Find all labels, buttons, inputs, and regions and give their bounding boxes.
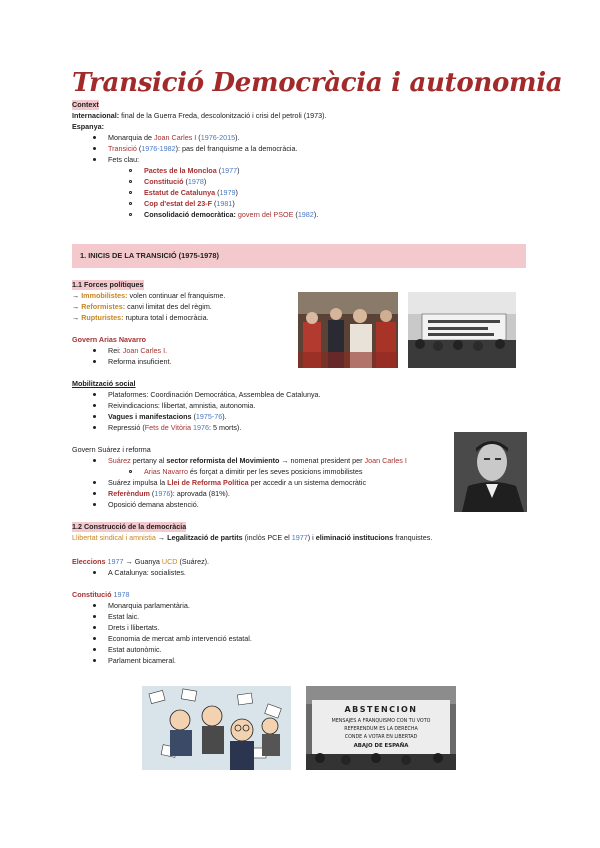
photo-cartoon [142,686,291,770]
mob-repression-year: 1976 [190,423,209,432]
arias-heading: Govern Arias Navarro [72,335,147,344]
elections-post: (Suárez). [177,557,210,566]
referendum-line [108,489,230,499]
consolidation-suffix: ). [313,210,319,219]
photo-suarez-portrait [454,432,527,512]
arrow: → [72,291,82,300]
legalization: Legalització de partits [167,533,243,542]
mob-repression-event: Fets de Vitòria [144,423,191,432]
abstention-illustration [306,686,456,770]
fact-label: Pactes de la Moncloa [144,166,217,175]
fact-item: Estatut de Catalunya (1979) [144,188,238,197]
photo-protest-banner [408,292,516,368]
legalization-post: ) i [307,533,316,542]
bullet [93,604,96,607]
banner-line: REFERENDUM ES LA DERECHA [344,727,418,732]
monarchy-years: 1976-2015 [200,133,236,142]
arias-king: Joan Carles I. [122,346,168,355]
portrait-illustration [454,432,527,512]
bullet [93,503,96,506]
international-label: Internacional: [72,111,120,120]
bullet [93,360,96,363]
fact-suffix: ) [203,177,207,186]
force-label: Reformistes: [81,302,126,311]
legalization-year: 1977 [291,533,308,542]
bullet [93,415,96,418]
fact-item: Constitució (1978) [144,177,207,186]
spain-label: Espanya: [72,122,104,131]
bullet [93,571,96,574]
bullet [93,659,96,662]
elimination-post: franquistes. [393,533,433,542]
arias-forced: és forçat a dimitir per les seves posicions immobilistes [187,467,363,476]
mob-platforms: Plataformes: Coordinación Democrática, Assemblea de Catalunya. [108,390,321,399]
arias-king-line [108,346,167,356]
fact-item: Consolidació democràtica: govern del PSOE (1982). [144,210,319,219]
fact-item: Cop d'estat del 23-F (1981) [144,199,235,208]
banner-heading: ABSTENCION [344,705,418,714]
fact-label: Cop d'estat del 23-F [144,199,213,208]
fact-year: 1979 [219,188,236,197]
mobilization-heading: Mobilització social [72,379,136,388]
bullet [93,158,96,161]
fact-label: Estatut de Catalunya [144,188,216,197]
sub-bullet [129,191,132,194]
bullet [93,426,96,429]
arias-forced-line [144,467,363,477]
constitution-item: Estat laic. [108,612,140,621]
sub-bullet [129,213,132,216]
bullet [93,393,96,396]
mob-strikes-close: ). [222,412,227,421]
referendum-post: ): aprovada (81%). [170,489,230,498]
banner-line: MENSAJES A FRANQUISMO CON TU VOTO [331,719,431,724]
reform-law-post: per accedir a un sistema democràtic [248,478,367,487]
freedom-arrow: → [155,533,168,542]
elections-year: 1977 [105,557,124,566]
fact-year: 1977 [221,166,238,175]
international-line [72,111,326,121]
subsection-heading: 1.2 Construcció de la democràcia [72,522,187,531]
fact-year: 1981 [216,199,233,208]
constitution-year: 1978 [111,590,130,599]
reform-law: Llei de Reforma Política [167,478,249,487]
bullet [93,136,96,139]
constitution-line [72,590,130,600]
fact-suffix: ) [235,188,238,197]
mob-strikes-open: ( [191,412,196,421]
transition-line [108,144,298,154]
transition-word: Transició [108,144,137,153]
constitution-item: Monarquia parlamentària. [108,601,190,610]
bullet [93,615,96,618]
constitution-item: Drets i llibertats. [108,623,160,632]
force-text: ruptura total i democràcia. [123,313,209,322]
elections-catalonia: A Catalunya: socialistes. [108,568,186,577]
elections-label: Eleccions [72,557,106,566]
mob-strikes: Vagues i manifestacions [108,412,192,421]
photo-coronation [298,292,398,368]
suarez-text2: → nomenat president per [279,456,365,465]
reform-law-line [108,478,366,488]
bullet [93,147,96,150]
sub-bullet [129,169,132,172]
bullet [93,637,96,640]
suarez-text1: pertany al [130,456,167,465]
mob-demands: Reivindicacions: llibertat, amnistia, autonomia. [108,401,256,410]
referendum-open: ( [149,489,155,498]
arias-name: Arias Navarro [144,467,188,476]
arrow: → [72,313,82,322]
banner-line: CONDE A VOTAR EN LIBERTAD [344,735,418,740]
constitution-item: Economia de mercat amb intervenció estatal. [108,634,252,643]
freedom: Llibertat sindical i amnistia [72,533,156,542]
force-item [72,291,225,301]
sub-bullet [129,180,132,183]
coronation-illustration [298,292,398,368]
bullet [93,459,96,462]
monarchy-open: ( [196,133,201,142]
fact-year: 1978 [187,177,204,186]
key-facts-label: Fets clau: [108,155,140,164]
elimination: eliminació institucions [315,533,394,542]
referendum: Referèndum [108,489,150,498]
constitution-item: Parlament bicameral. [108,656,176,665]
suarez-line [108,456,407,466]
arrow: → [72,302,82,311]
monarchy-pre: Monarquia de [108,133,154,142]
force-item [72,302,212,312]
banner-line: ABAJO DE ESPAÑA [353,743,409,749]
fact-item: Pactes de la Moncloa (1977) [144,166,240,175]
page-title: Transició Democràcia i autonomia [72,68,563,98]
transition-years: 1976-1982 [141,144,176,153]
section-title: 1. INICIS DE LA TRANSICIÓ (1975-1978) [80,251,219,260]
bullet [93,626,96,629]
arias-king-pre: Rei: [108,346,123,355]
bullet [93,648,96,651]
sub-bullet [129,202,132,205]
monarchy-line [108,133,239,143]
sub-bullet [129,470,132,473]
monarchy-king: Joan Carles I [153,133,197,142]
referendum-year: 1976 [154,489,171,498]
cartoon-illustration [142,686,291,770]
elections-line [72,557,209,567]
suarez-name: Suárez [108,456,131,465]
transition-text: ): pas del franquisme a la democràcia. [175,144,298,153]
legalization-pre: (inclòs PCE el [242,533,292,542]
mob-repression-line [108,423,241,433]
bullet [93,404,96,407]
freedom-line [72,533,432,543]
mob-strikes-years: 1975-76 [195,412,223,421]
photo-abstention-banner [306,686,456,770]
consolidation-year: 1982 [297,210,314,219]
context-heading: Context [72,100,99,109]
bullet [93,349,96,352]
suarez-king: Joan Carles I [364,456,407,465]
suarez-impulse: Suárez impulsa la [108,478,168,487]
arias-reform: Reforma insuficient. [108,357,172,366]
protest-illustration [408,292,516,368]
force-label: Immobilistes: [81,291,128,300]
force-text: volen continuar el franquisme. [127,291,226,300]
force-label: Rupturistes: [81,313,124,322]
suarez-heading: Govern Suárez i reforma [72,445,151,454]
bullet [93,481,96,484]
constitution-label: Constitució [72,590,112,599]
subsection-heading: 1.1 Forces polítiques [72,280,144,289]
constitution-item: Estat autonòmic. [108,645,162,654]
monarchy-close: ). [235,133,240,142]
suarez-sector: sector reformista del Movimiento [166,456,280,465]
mob-strikes-line [108,412,227,422]
elections-text: → Guanya [123,557,162,566]
fact-label: Constitució [144,177,184,186]
international-text: final de la Guerra Freda, descolonització i crisi del petroli (1973). [119,111,327,120]
opposition: Oposició demana abstenció. [108,500,199,509]
force-text: canvi limitat des del règim. [125,302,212,311]
fact-suffix: ) [237,166,240,175]
section-header [72,244,526,268]
consolidation-text: govern del PSOE [235,210,294,219]
mob-repression-post: : 5 morts). [208,423,242,432]
transition-open: ( [136,144,142,153]
bullet [93,492,96,495]
force-item [72,313,209,323]
elections-party: UCD [161,557,178,566]
consolidation-label: Consolidació democràtica: [144,210,236,219]
mob-repression-pre: Repressió ( [108,423,145,432]
fact-suffix: ) [232,199,235,208]
